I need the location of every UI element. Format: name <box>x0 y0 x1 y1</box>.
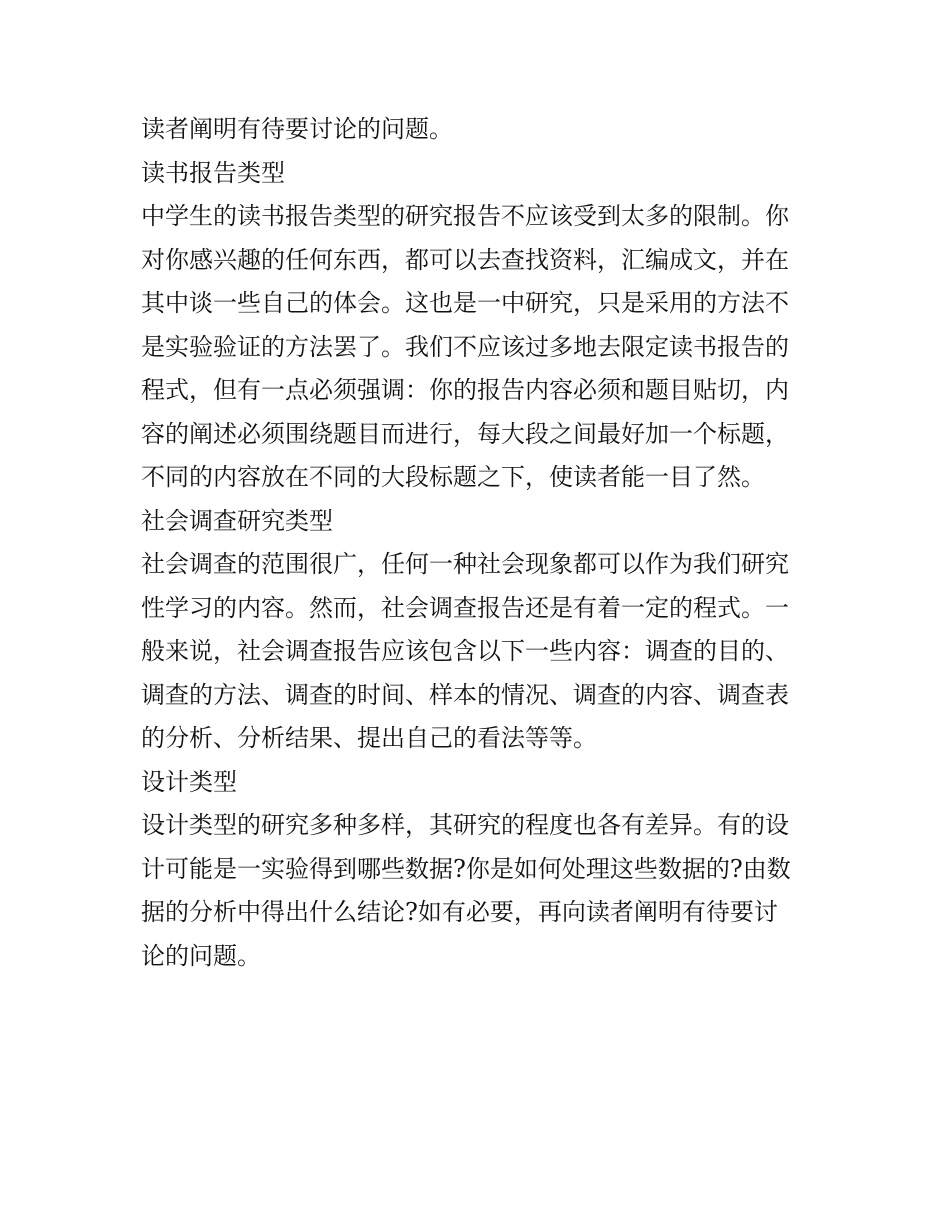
text-line: 程式，但有一点必须强调：你的报告内容必须和题目贴切，内 <box>141 376 789 404</box>
text-line: 是实验验证的方法罢了。我们不应该过多地去限定读书报告的 <box>141 332 789 361</box>
text-line-continuation: 读者阐明有待要讨论的问题。 <box>141 115 453 143</box>
text-line: 对你感兴趣的任何东西，都可以去查找资料，汇编成文，并在 <box>141 245 789 274</box>
text-line: 般来说，社会调查报告应该包含以下一些内容：调查的目的、 <box>141 637 789 665</box>
text-line: 性学习的内容。然而，社会调查报告还是有着一定的程式。一 <box>141 593 789 622</box>
text-line: 社会调查的范围很广，任何一种社会现象都可以作为我们研究 <box>141 550 789 578</box>
text-line: 的分析、分析结果、提出自己的看法等等。 <box>141 724 597 752</box>
text-line: 其中谈一些自己的体会。这也是一中研究，只是采用的方法不 <box>141 289 789 317</box>
text-line: 容的阐述必须围绕题目而进行，每大段之间最好加一个标题， <box>141 419 789 448</box>
text-line: 设计类型的研究多种多样，其研究的程度也各有差异。有的设 <box>141 811 789 839</box>
section-heading-social-survey: 社会调查研究类型 <box>141 506 333 535</box>
document-body <box>141 108 813 978</box>
text-line: 中学生的读书报告类型的研究报告不应该受到太多的限制。你 <box>141 202 789 230</box>
text-line: 调查的方法、调查的时间、样本的情况、调查的内容、调查表 <box>141 680 789 709</box>
section-heading-design: 设计类型 <box>141 767 237 796</box>
text-line: 论的问题。 <box>141 941 261 970</box>
text-line: 计可能是一实验得到哪些数据?你是如何处理这些数据的?由数 <box>141 854 791 883</box>
text-line: 不同的内容放在不同的大段标题之下，使读者能一目了然。 <box>141 463 765 491</box>
section-heading-reading-report: 读书报告类型 <box>141 158 285 187</box>
text-line: 据的分析中得出什么结论?如有必要，再向读者阐明有待要讨 <box>141 898 778 926</box>
